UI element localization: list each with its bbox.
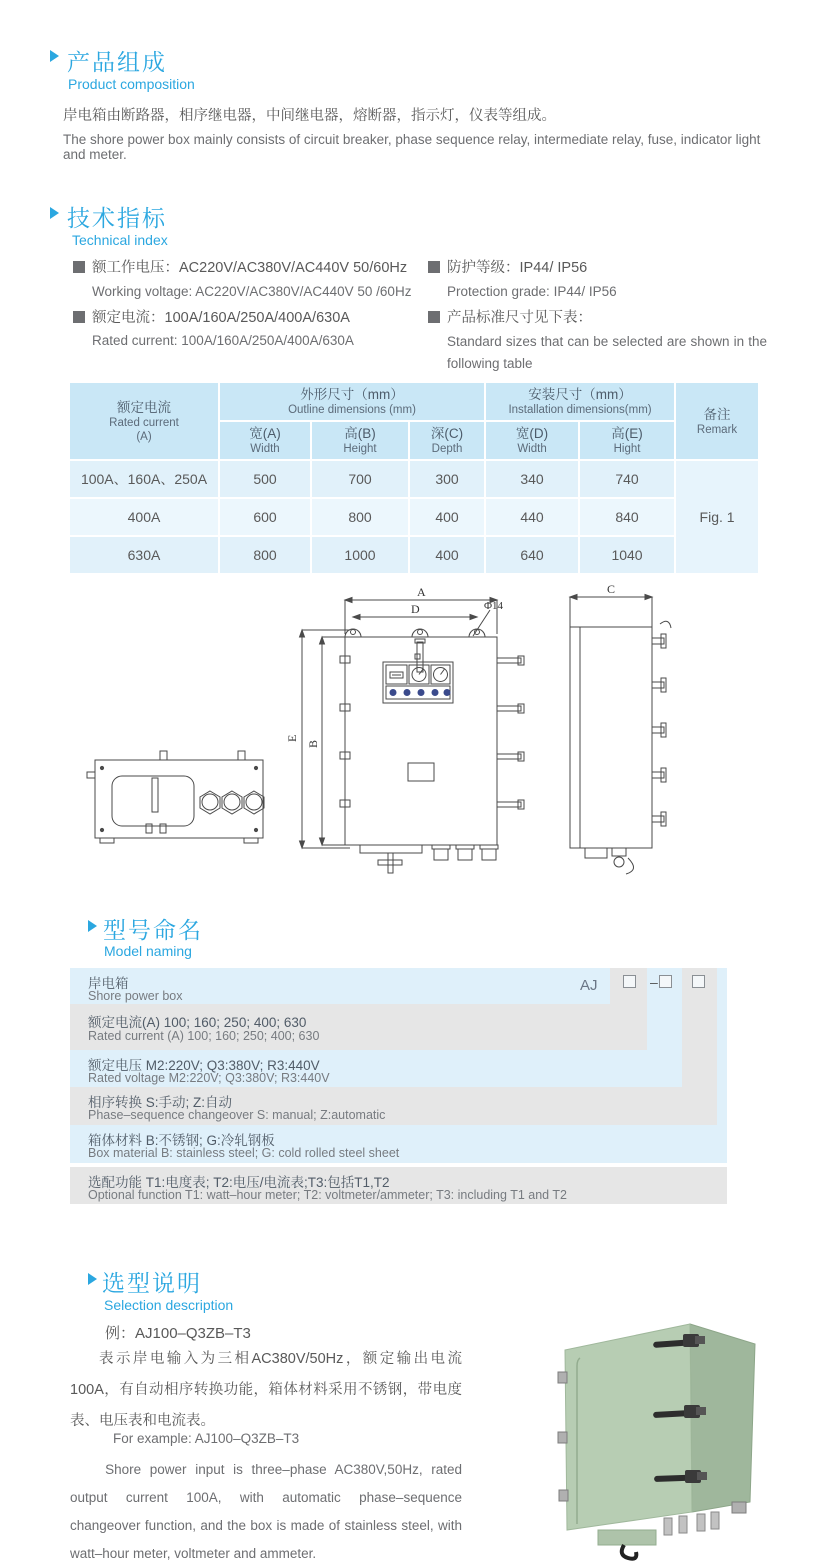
dimension-table [68,381,760,575]
cell-value: 1000 [312,537,408,573]
dim-label-phi14: Φ14 [484,600,504,612]
cell-value: 840 [580,499,674,535]
cell-value: 400 [410,537,484,573]
table-row [70,537,758,573]
cell-value: 300 [410,461,484,497]
cell-value: 700 [312,461,408,497]
col-group-outline: 外形尺寸（mm） Outline dimensions (mm) [220,383,484,420]
section-arrow-icon [88,920,97,932]
col-header-depth-c: 深(C) Depth [410,422,484,459]
model-code-box-3 [692,975,705,988]
naming-row-voltage: 额定电压 M2:220V; Q3:380V; R3:440V Rated voltage M2:220V; Q3:380V; R3:440V [70,1050,682,1087]
selection-example-en: For example: AJ100–Q3ZB–T3 [113,1431,300,1446]
cell-remark-fig: Fig. 1 [676,461,758,573]
cell-value: 800 [312,499,408,535]
cell-value: 740 [580,461,674,497]
col-header-width-a: 宽(A) Width [220,422,310,459]
tech-item-sizes-en: Standard sizes that can be selected are shown in the following table [447,334,767,371]
section-arrow-icon [50,50,59,62]
cell-value: 640 [486,537,578,573]
selection-title-zh: 选型说明 [102,1270,202,1296]
tech-item-current-en: Rated current: 100A/160A/250A/400A/630A [92,333,354,348]
col-header-width-d: 宽(D) Width [486,422,578,459]
selection-paragraph-zh: 表示岸电输入为三相AC380V/50Hz，额定输出电流100A，有自动相序转换功能，箱体材料采用不锈钢，带电度表、电压表和电流表。 [70,1351,462,1429]
front-view-drawing [300,598,525,874]
naming-row-material: 箱体材料 B:不锈钢; G:冷轧钢板 Box material B: stainless steel; G: cold rolled steel sheet [70,1125,727,1163]
dim-label-e: E [285,734,299,742]
col-header-height-b: 高(B) Height [312,422,408,459]
naming-title-en: Model naming [104,943,192,959]
dim-label-b: B [306,739,320,748]
naming-row-product: 岸电箱 Shore power box [70,968,610,1004]
model-code-box-2 [659,975,672,988]
naming-row-changeover: 相序转换 S:手动; Z:自动 Phase–sequence changeover S: manual; Z:automatic [70,1087,717,1125]
cell-value: 800 [220,537,310,573]
selection-paragraph-en: Shore power input is three–phase AC380V,50Hz, rated output current 100A, with automatic phase–sequence changeover function, and the box is made of stainless steel, with watt–hour meter, voltmeter and ammeter. [70,1462,462,1561]
col-header-hight-e: 高(E) Hight [580,422,674,459]
composition-title-en: Product composition [68,76,195,92]
naming-column-material [717,968,727,1125]
bullet-square-icon [428,261,440,273]
meter-panel-drawing [383,654,453,703]
dim-label-c: C [607,582,616,596]
cell-value: 600 [220,499,310,535]
col-header-remark: 备注 Remark [676,383,758,459]
model-code-box-1 [623,975,636,988]
cell-value: 340 [486,461,578,497]
table-row [70,499,758,535]
side-view-drawing [570,595,671,875]
col-group-installation: 安装尺寸（mm） Installation dimensions(mm) [486,383,674,420]
model-prefix: AJ [580,977,598,994]
section-arrow-icon [88,1273,97,1285]
selection-title-en: Selection description [104,1297,234,1313]
cell-value: 1040 [580,537,674,573]
tech-item-sizes-zh: 产品标准尺寸见下表： [428,306,592,327]
bullet-square-icon [73,311,85,323]
bullet-square-icon [73,261,85,273]
composition-body-en: The shore power box mainly consists of circuit breaker, phase sequence relay, intermediate relay, fuse, indicator light and meter. [63,132,761,162]
bullet-square-icon [428,311,440,323]
cell-current: 100A、160A、250A [70,461,218,497]
cell-value: 440 [486,499,578,535]
cell-value: 500 [220,461,310,497]
selection-example-zh: 例：AJ100–Q3ZB–T3 [105,1325,251,1342]
naming-title-zh: 型号命名 [103,917,203,943]
technical-drawing [60,580,780,880]
col-header-rated-current: 额定电流 Rated current (A) [70,383,218,459]
tech-item-protection-en: Protection grade: IP44/ IP56 [447,284,617,299]
technical-title-zh: 技术指标 [67,205,167,231]
tech-item-voltage-zh: 额工作电压：AC220V/AC380V/AC440V 50/60Hz [73,256,407,277]
model-code-dash: – [650,974,658,990]
shore-power-box-photo [558,1324,755,1559]
product-photo [540,1312,800,1562]
technical-title-en: Technical index [72,232,168,248]
tech-item-protection-zh: 防护等级：IP44/ IP56 [428,256,587,277]
composition-body-zh: 岸电箱由断路器，相序继电器，中间继电器，熔断器，指示灯，仪表等组成。 [63,108,556,124]
naming-row-optional: 选配功能 T1:电度表; T2:电压/电流表;T3:包括T1,T2 Optional function T1: watt–hour meter; T2: voltmeter/ammeter; T3: including T1 and T2 [70,1167,727,1204]
tech-item-voltage-en: Working voltage: AC220V/AC380V/AC440V 50 /60Hz [92,284,412,299]
table-row [70,461,758,497]
bottom-view-drawing [87,751,264,843]
tech-item-current-zh: 额定电流：100A/160A/250A/400A/630A [73,306,350,327]
composition-title-zh: 产品组成 [67,49,167,75]
cell-current: 400A [70,499,218,535]
cell-value: 400 [410,499,484,535]
dim-label-d: D [411,602,420,616]
section-arrow-icon [50,207,59,219]
dim-label-a: A [417,585,426,599]
cell-current: 630A [70,537,218,573]
naming-row-current: 额定电流(A) 100; 160; 250; 400; 630 Rated current (A) 100; 160; 250; 400; 630 [70,1004,647,1050]
